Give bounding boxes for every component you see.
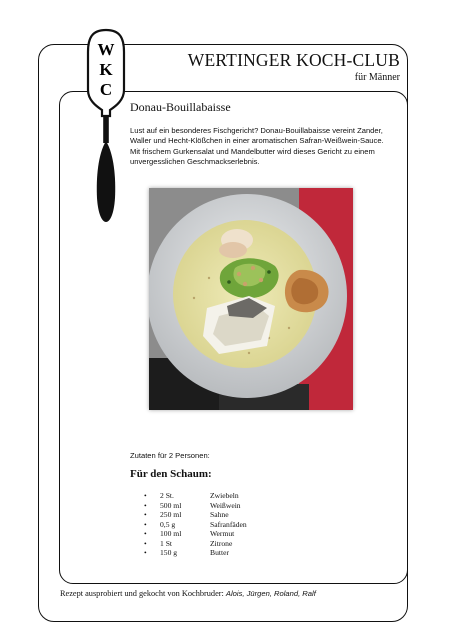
list-item bbox=[144, 539, 247, 549]
list-item bbox=[144, 548, 247, 558]
ingredient-name: Weißwein bbox=[210, 500, 241, 510]
ingredient-qty: 150 g bbox=[160, 548, 178, 557]
bullet: • bbox=[144, 491, 147, 500]
logo-letter-c: C bbox=[99, 80, 113, 99]
club-subtitle: für Männer bbox=[354, 72, 400, 83]
footer-credit bbox=[60, 589, 316, 598]
list-item bbox=[144, 529, 247, 539]
bullet: • bbox=[144, 519, 147, 529]
list-item bbox=[144, 491, 247, 501]
ingredient-name: Zwiebeln bbox=[210, 491, 239, 500]
ingredient-qty: 2 St. bbox=[160, 491, 174, 500]
list-item bbox=[144, 501, 247, 511]
bullet: • bbox=[144, 500, 147, 510]
dish-photo bbox=[149, 188, 353, 410]
club-name: WERTINGER KOCH-CLUB bbox=[187, 50, 400, 70]
recipe-intro: Lust auf ein besonderes Fischgericht? Donau-Bouillabaisse vereint Zander, Waller und Hecht-Klößchen in einer aromatischen Safran-Weißwein-Sauce. Mit frischem Gurkensalat und Mandelbutter wird dieses Gericht zu einem unvergesslichen Geschmackserlebnis. bbox=[130, 126, 384, 166]
ingredient-name: Safranfäden bbox=[210, 519, 247, 529]
bullet: • bbox=[144, 548, 147, 557]
ingredient-qty: 0,5 g bbox=[160, 519, 176, 529]
ingredient-name: Wermut bbox=[210, 529, 235, 538]
logo-letter-k: K bbox=[99, 60, 113, 79]
plated-fish-dish-photo bbox=[149, 188, 353, 410]
ingredient-qty: 1 St bbox=[160, 538, 173, 548]
bullet: • bbox=[144, 510, 147, 519]
bullet: • bbox=[144, 538, 147, 548]
ingredient-name: Butter bbox=[210, 548, 229, 557]
list-item bbox=[144, 510, 247, 520]
recipe-title: Donau-Bouillabaisse bbox=[130, 100, 231, 114]
logo-letter-w: W bbox=[97, 40, 115, 59]
servings-label: Zutaten für 2 Personen: bbox=[130, 451, 210, 460]
section-title: Für den Schaum: bbox=[130, 468, 212, 480]
ingredient-qty: 500 ml bbox=[160, 500, 182, 510]
bullet: • bbox=[144, 529, 147, 538]
wkc-spoon-logo-icon bbox=[86, 28, 126, 228]
ingredient-qty: 100 ml bbox=[160, 529, 182, 538]
ingredient-name: Zitrone bbox=[210, 538, 233, 548]
ingredient-qty: 250 ml bbox=[160, 510, 182, 519]
list-item bbox=[144, 520, 247, 530]
ingredient-list bbox=[144, 491, 247, 558]
footer-label: Rezept ausprobiert und gekocht von Kochbruder: bbox=[60, 589, 224, 598]
ingredient-name: Sahne bbox=[210, 510, 229, 519]
footer-names: Alois, Jürgen, Roland, Ralf bbox=[225, 589, 316, 598]
